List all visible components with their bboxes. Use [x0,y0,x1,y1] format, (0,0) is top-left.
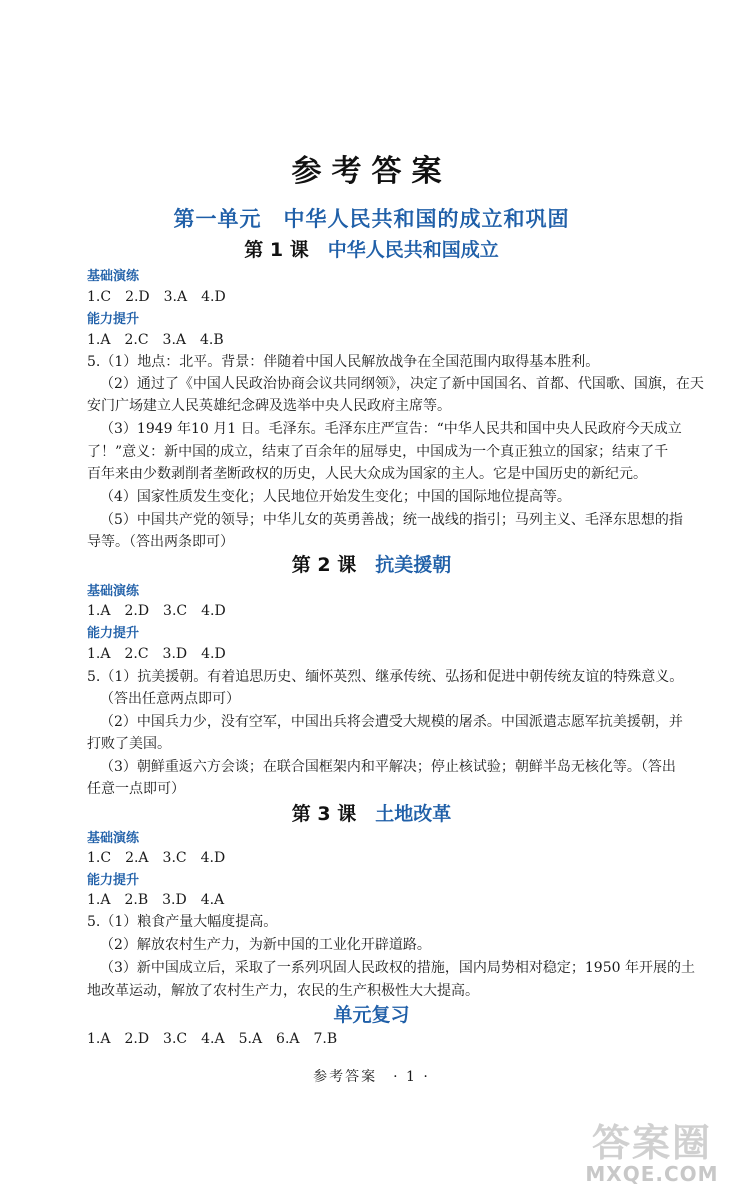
lesson-1-basic-answers: 1.C 2.D 3.A 4.D [87,289,226,305]
lesson-2-heading [0,550,743,577]
review-answers: 1.A 2.D 3.C 4.A 5.A 6.A 7.B [87,1031,338,1047]
lesson-2-q5-line: （3）朝鲜重返六方会谈；在联合国框架内和平解决；停止核试验；朝鲜半岛无核化等。（答出 [100,759,676,775]
lesson-3-basic-label: 基础演练 [87,831,140,846]
lesson-1-number: 第 1 课 [244,239,309,261]
lesson-2-number: 第 2 课 [291,554,357,576]
lesson-3-q5-line: （3）新中国成立后，采取了一系列巩固人民政权的措施，国内局势相对稳定；1950 年开展的土 [100,960,695,976]
lesson-3-basic-answers: 1.C 2.A 3.C 4.D [87,850,226,866]
lesson-3-number: 第 3 课 [291,803,357,825]
lesson-2-q5-line: （答出任意两点即可） [100,691,240,707]
lesson-1-q5-line: （4）国家性质发生变化；人民地位开始发生变化；中国的国际地位提高等。 [100,489,571,505]
lesson-1-q5-line: 百年来由少数剥削者垄断政权的历史，人民大众成为国家的主人。它是中国历史的新纪元。 [87,466,647,482]
lesson-3-title: 土地改革 [375,803,452,825]
lesson-1-q5-line: （3）1949 年10 月1 日。毛泽东。毛泽东庄严宣告：“中华人民共和国中央人民政府今天成立 [100,421,682,437]
lesson-1-q5-line: （5）中国共产党的领导；中华儿女的英勇善战；统一战线的指引；马列主义、毛泽东思想的指 [100,512,683,528]
review-heading: 单元复习 [333,1004,410,1026]
lesson-2-ability-label: 能力提升 [87,626,140,641]
lesson-1-q5-line: 安门广场建立人民英雄纪念碑及选举中央人民政府主席等。 [87,398,451,414]
lesson-2-title: 抗美援朝 [375,554,452,576]
lesson-1-q5-line: 了！”意义：新中国的成立，结束了百余年的屈辱史，中国成为一个真正独立的国家；结束了千 [87,444,669,460]
lesson-3-q5-line: 地改革运动，解放了农村生产力，农民的生产积极性大大提高。 [87,983,479,999]
lesson-3-q5-line: （2）解放农村生产力，为新中国的工业化开辟道路。 [100,937,431,953]
lesson-2-q5-line: 打败了美国。 [87,736,171,752]
lesson-2-ability-answers: 1.A 2.C 3.D 4.D [87,646,226,662]
watermark-bottom-text: MXQE.COM [585,1162,719,1186]
watermark-logo [567,1112,737,1194]
lesson-3-ability-answers: 1.A 2.B 3.D 4.A [87,892,225,908]
lesson-3-ability-label: 能力提升 [87,873,140,888]
lesson-1-q5-line: 导等。（答出两条即可） [87,534,234,550]
lesson-2-basic-answers: 1.A 2.D 3.C 4.D [87,603,226,619]
lesson-1-basic-label: 基础演练 [87,269,140,284]
page-footer: 参考答案 · 1 · [313,1069,430,1085]
lesson-3-q5-line: 5.（1）粮食产量大幅度提高。 [87,914,278,930]
lesson-2-basic-label: 基础演练 [87,584,140,599]
lesson-1-q5-line: （2）通过了《中国人民政治协商会议共同纲领》，决定了新中国国名、首都、代国歌、国旗，在天 [100,376,704,392]
unit-title: 第一单元 中华人民共和国的成立和巩固 [173,207,570,231]
lesson-1-q5-line: 5.（1）地点：北平。背景：伴随着中国人民解放战争在全国范围内取得基本胜利。 [87,354,600,370]
watermark-top-text: 答案圈 [591,1121,712,1165]
lesson-2-q5-line: 任意一点即可） [87,781,185,797]
lesson-1-heading [0,235,743,262]
lesson-3-heading [0,799,743,826]
lesson-1-ability-label: 能力提升 [87,312,140,327]
page-title: 参考答案 [291,154,452,189]
lesson-2-q5-line: 5.（1）抗美援朝。有着追思历史、缅怀英烈、继承传统、弘扬和促进中朝传统友谊的特殊意义。 [87,669,684,685]
lesson-2-q5-line: （2）中国兵力少，没有空军，中国出兵将会遭受大规模的屠杀。中国派遣志愿军抗美援朝，并 [100,714,683,730]
lesson-1-ability-answers: 1.A 2.C 3.A 4.B [87,332,224,348]
lesson-1-title: 中华人民共和国成立 [327,239,499,261]
